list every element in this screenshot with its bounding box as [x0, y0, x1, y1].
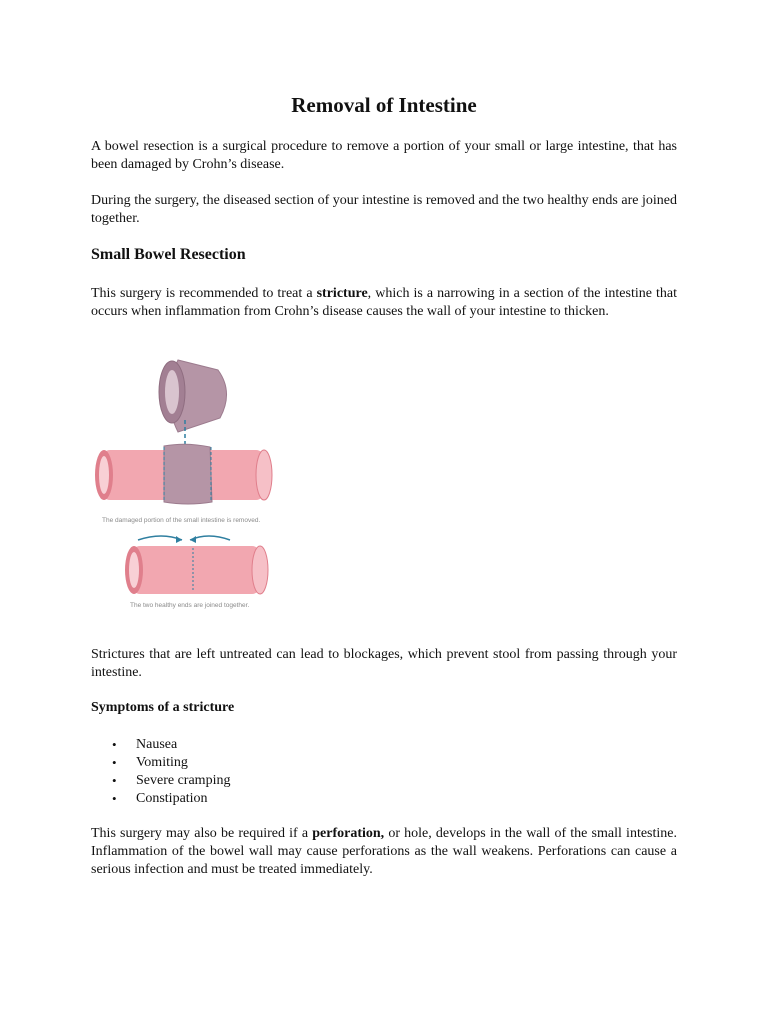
list-item: • Severe cramping: [91, 772, 230, 790]
intestine-before-graphic: [95, 444, 272, 504]
stricture-paragraph: [91, 285, 677, 321]
list-item: • Nausea: [91, 736, 230, 754]
join-arrowhead-left: [176, 536, 182, 543]
stricture-term: stricture: [316, 286, 368, 301]
intro-paragraph-2: During the surgery, the diseased section of your intestine is removed and the two healthy ends are joined together.: [91, 193, 677, 226]
intestine-after-graphic: [125, 546, 268, 594]
figure-caption-2: The two healthy ends are joined together.: [130, 602, 250, 609]
stricture-text-end: , which is a narrowing in a section of the intestine that occurs when inflammation from Crohn’s disease causes the wall of your intestine to thicken.: [91, 286, 678, 319]
list-item: • Vomiting: [91, 754, 230, 772]
resection-illustration: [90, 352, 280, 614]
perforation-text-end: or hole, develops in the wall of the small intestine. Inflammation of the bowel wall may cause perforations as the wall weakens. Perforations can cause a serious infection and must be treated immediately.: [91, 826, 677, 877]
symptoms-list: [91, 736, 230, 808]
figure-caption-1: The damaged portion of the small intestine is removed.: [102, 517, 261, 524]
join-arrowhead-right: [190, 536, 196, 543]
perforation-paragraph: [91, 825, 677, 879]
removed-segment-graphic: [159, 360, 227, 432]
join-arrow-left: [138, 536, 182, 540]
page-title: Removal of Intestine: [291, 93, 477, 117]
perforation-text-start: This surgery may also be required if a: [91, 826, 313, 841]
symptoms-heading: Symptoms of a stricture: [91, 700, 235, 715]
section-heading: Small Bowel Resection: [91, 246, 246, 263]
intro-paragraph-1: A bowel resection is a surgical procedure to remove a portion of your small or large intestine, that has been damaged by Crohn’s disease.: [91, 139, 677, 172]
stricture-text-start: This surgery is recommended to treat a: [91, 286, 317, 301]
perforation-term: perforation,: [312, 826, 385, 841]
blockage-paragraph: Strictures that are left untreated can lead to blockages, which prevent stool from passing through your intestine.: [91, 647, 677, 680]
list-item: • Constipation: [91, 790, 230, 808]
